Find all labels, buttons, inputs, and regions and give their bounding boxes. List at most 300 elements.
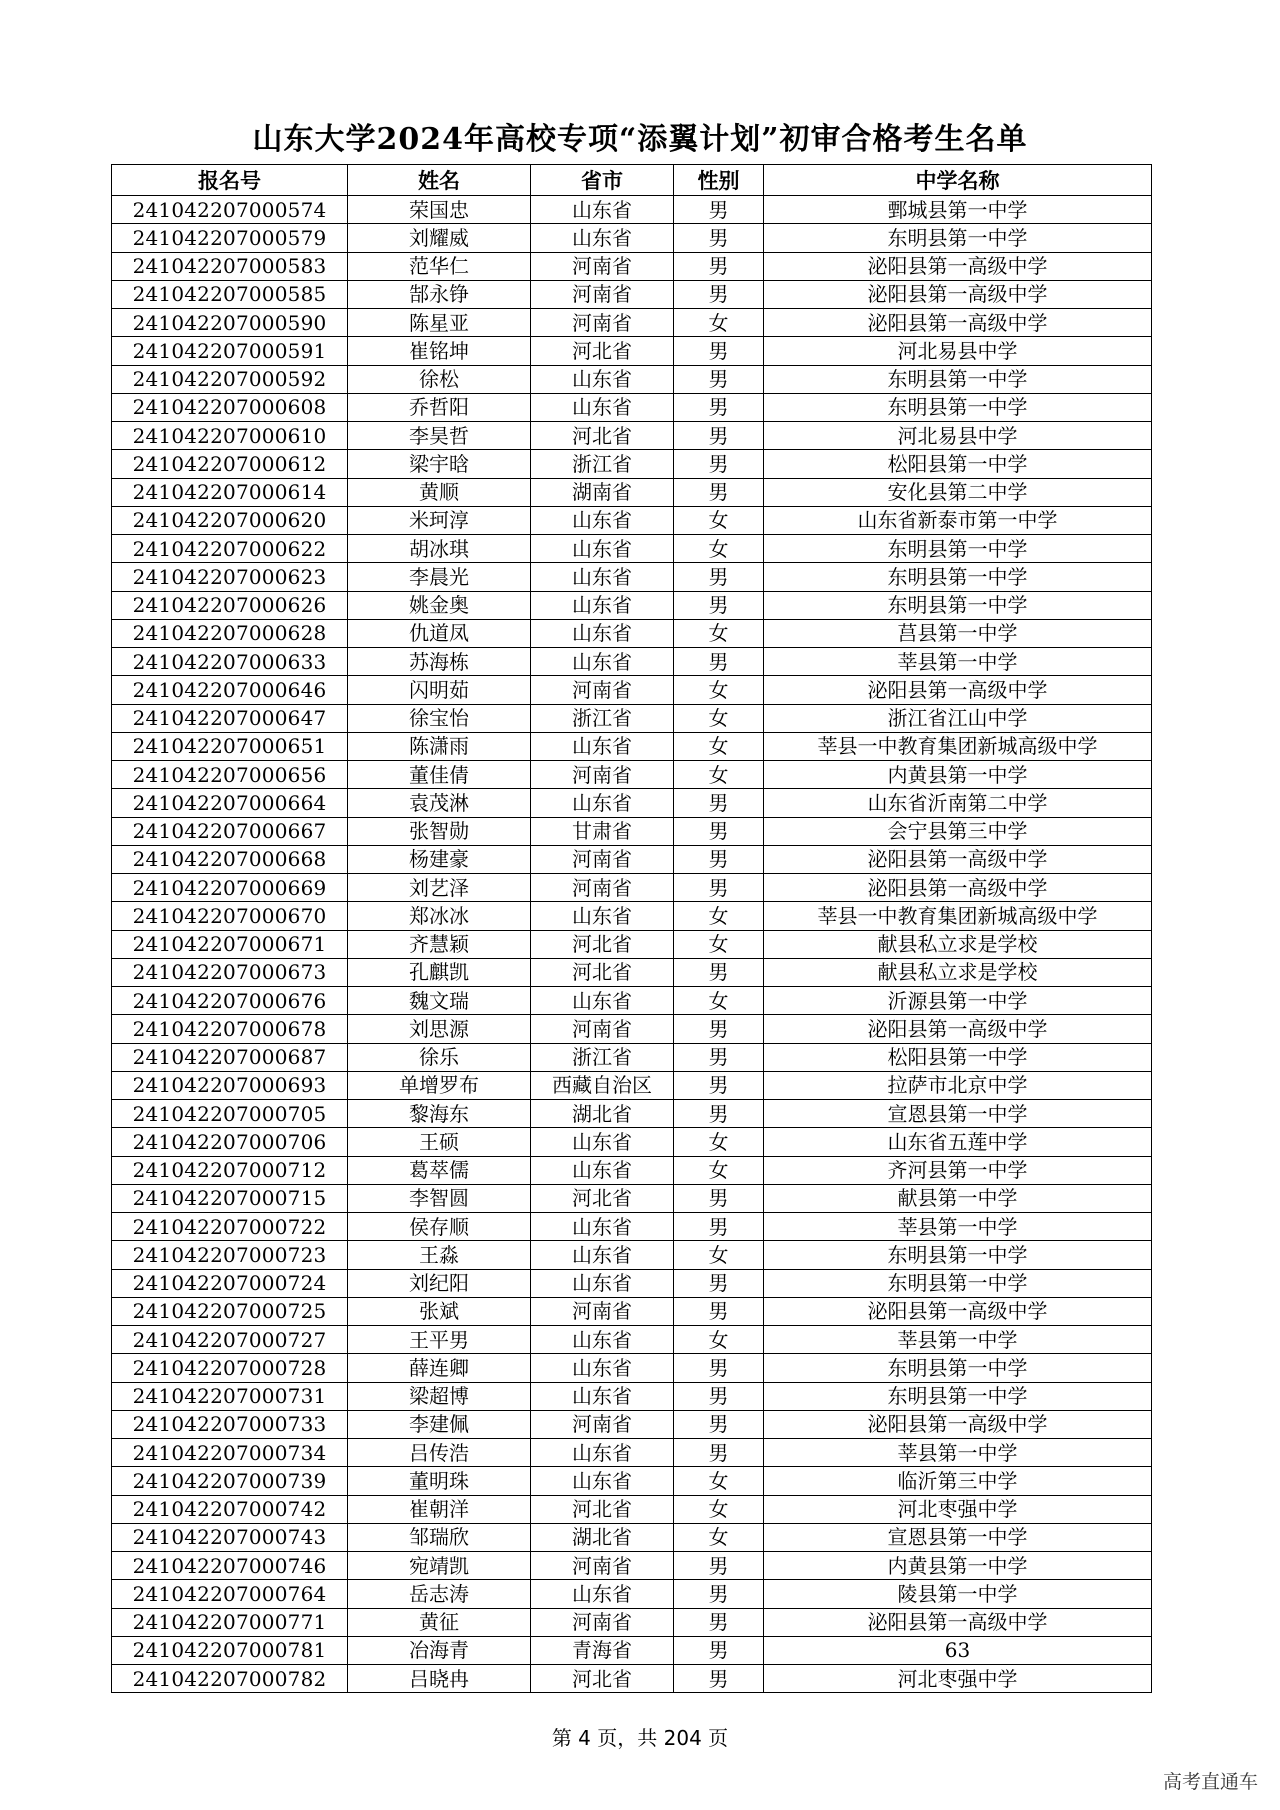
province-cell: 河北省 xyxy=(531,422,674,450)
table-row xyxy=(112,676,1152,704)
name-cell: 董明珠 xyxy=(348,1467,531,1495)
gender-cell: 男 xyxy=(674,563,764,591)
table-row xyxy=(112,619,1152,647)
table-row xyxy=(112,422,1152,450)
province-cell: 山东省 xyxy=(531,1326,674,1354)
name-cell: 吕晓冉 xyxy=(348,1665,531,1693)
gender-cell: 男 xyxy=(674,789,764,817)
province-cell: 山东省 xyxy=(531,987,674,1015)
school-cell: 莒县第一中学 xyxy=(764,619,1152,647)
school-cell: 河北易县中学 xyxy=(764,337,1152,365)
school-cell: 莘县一中教育集团新城高级中学 xyxy=(764,732,1152,760)
name-cell: 王平男 xyxy=(348,1326,531,1354)
table-row xyxy=(112,732,1152,760)
name-cell: 宛靖凯 xyxy=(348,1552,531,1580)
province-cell: 山东省 xyxy=(531,1128,674,1156)
gender-cell: 女 xyxy=(674,1495,764,1523)
name-cell: 郑冰冰 xyxy=(348,902,531,930)
table-row xyxy=(112,1467,1152,1495)
school-cell: 献县私立求是学校 xyxy=(764,958,1152,986)
table-row xyxy=(112,224,1152,252)
gender-cell: 男 xyxy=(674,1297,764,1325)
name-cell: 杨建豪 xyxy=(348,845,531,873)
registration-number-cell: 241042207000614 xyxy=(112,478,348,506)
school-cell: 齐河县第一中学 xyxy=(764,1156,1152,1184)
gender-cell: 女 xyxy=(674,535,764,563)
school-cell: 浙江省江山中学 xyxy=(764,704,1152,732)
province-cell: 山东省 xyxy=(531,1213,674,1241)
province-cell: 山东省 xyxy=(531,224,674,252)
registration-number-cell: 241042207000723 xyxy=(112,1241,348,1269)
school-cell: 莘县一中教育集团新城高级中学 xyxy=(764,902,1152,930)
school-cell: 莘县第一中学 xyxy=(764,1213,1152,1241)
name-cell: 米珂淳 xyxy=(348,506,531,534)
registration-number-cell: 241042207000731 xyxy=(112,1382,348,1410)
province-cell: 山东省 xyxy=(531,506,674,534)
registration-number-cell: 241042207000620 xyxy=(112,506,348,534)
school-cell: 山东省五莲中学 xyxy=(764,1128,1152,1156)
province-cell: 山东省 xyxy=(531,1241,674,1269)
province-cell: 湖北省 xyxy=(531,1100,674,1128)
province-cell: 浙江省 xyxy=(531,450,674,478)
province-cell: 河南省 xyxy=(531,280,674,308)
school-cell: 东明县第一中学 xyxy=(764,1269,1152,1297)
registration-number-cell: 241042207000676 xyxy=(112,987,348,1015)
province-cell: 山东省 xyxy=(531,196,674,224)
name-cell: 乔哲阳 xyxy=(348,393,531,421)
gender-cell: 女 xyxy=(674,506,764,534)
table-row xyxy=(112,1297,1152,1325)
province-cell: 河南省 xyxy=(531,309,674,337)
school-cell: 沂源县第一中学 xyxy=(764,987,1152,1015)
table-row xyxy=(112,1665,1152,1693)
province-cell: 甘肃省 xyxy=(531,817,674,845)
registration-number-cell: 241042207000664 xyxy=(112,789,348,817)
name-cell: 齐慧颖 xyxy=(348,930,531,958)
school-cell: 献县第一中学 xyxy=(764,1184,1152,1212)
table-row xyxy=(112,1156,1152,1184)
school-cell: 泌阳县第一高级中学 xyxy=(764,1297,1152,1325)
table-row xyxy=(112,1439,1152,1467)
registration-number-cell: 241042207000742 xyxy=(112,1495,348,1523)
name-cell: 黎海东 xyxy=(348,1100,531,1128)
name-cell: 梁宇晗 xyxy=(348,450,531,478)
name-cell: 王硕 xyxy=(348,1128,531,1156)
province-cell: 山东省 xyxy=(531,535,674,563)
name-cell: 李智圆 xyxy=(348,1184,531,1212)
province-cell: 山东省 xyxy=(531,393,674,421)
gender-cell: 男 xyxy=(674,1100,764,1128)
school-cell: 东明县第一中学 xyxy=(764,591,1152,619)
table-body xyxy=(112,196,1152,1693)
school-cell: 东明县第一中学 xyxy=(764,365,1152,393)
gender-cell: 女 xyxy=(674,1156,764,1184)
gender-cell: 男 xyxy=(674,845,764,873)
gender-cell: 女 xyxy=(674,1467,764,1495)
school-cell: 63 xyxy=(764,1636,1152,1664)
school-cell: 拉萨市北京中学 xyxy=(764,1071,1152,1099)
province-cell: 山东省 xyxy=(531,1354,674,1382)
gender-cell: 女 xyxy=(674,1128,764,1156)
school-cell: 东明县第一中学 xyxy=(764,1241,1152,1269)
column-header-registration-number: 报名号 xyxy=(112,165,348,196)
registration-number-cell: 241042207000646 xyxy=(112,676,348,704)
province-cell: 河南省 xyxy=(531,676,674,704)
name-cell: 张智勋 xyxy=(348,817,531,845)
registration-number-cell: 241042207000656 xyxy=(112,761,348,789)
gender-cell: 男 xyxy=(674,450,764,478)
registration-number-cell: 241042207000647 xyxy=(112,704,348,732)
school-cell: 莘县第一中学 xyxy=(764,648,1152,676)
gender-cell: 男 xyxy=(674,1580,764,1608)
gender-cell: 男 xyxy=(674,1410,764,1438)
school-cell: 东明县第一中学 xyxy=(764,1382,1152,1410)
name-cell: 刘纪阳 xyxy=(348,1269,531,1297)
gender-cell: 男 xyxy=(674,648,764,676)
table-row xyxy=(112,1608,1152,1636)
registration-number-cell: 241042207000705 xyxy=(112,1100,348,1128)
school-cell: 安化县第二中学 xyxy=(764,478,1152,506)
registration-number-cell: 241042207000667 xyxy=(112,817,348,845)
registration-number-cell: 241042207000668 xyxy=(112,845,348,873)
name-cell: 梁超博 xyxy=(348,1382,531,1410)
gender-cell: 男 xyxy=(674,1354,764,1382)
province-cell: 山东省 xyxy=(531,563,674,591)
registration-number-cell: 241042207000715 xyxy=(112,1184,348,1212)
gender-cell: 男 xyxy=(674,874,764,902)
province-cell: 河南省 xyxy=(531,1015,674,1043)
table-row xyxy=(112,1071,1152,1099)
table-row xyxy=(112,1015,1152,1043)
registration-number-cell: 241042207000725 xyxy=(112,1297,348,1325)
province-cell: 山东省 xyxy=(531,1382,674,1410)
province-cell: 山东省 xyxy=(531,1439,674,1467)
school-cell: 泌阳县第一高级中学 xyxy=(764,676,1152,704)
column-header-school: 中学名称 xyxy=(764,165,1152,196)
registration-number-cell: 241042207000764 xyxy=(112,1580,348,1608)
gender-cell: 男 xyxy=(674,1071,764,1099)
name-cell: 徐宝怡 xyxy=(348,704,531,732)
table-row xyxy=(112,506,1152,534)
school-cell: 泌阳县第一高级中学 xyxy=(764,1410,1152,1438)
gender-cell: 男 xyxy=(674,1015,764,1043)
name-cell: 李昊哲 xyxy=(348,422,531,450)
school-cell: 陵县第一中学 xyxy=(764,1580,1152,1608)
table-row xyxy=(112,648,1152,676)
registration-number-cell: 241042207000781 xyxy=(112,1636,348,1664)
gender-cell: 男 xyxy=(674,1043,764,1071)
school-cell: 泌阳县第一高级中学 xyxy=(764,280,1152,308)
registration-number-cell: 241042207000623 xyxy=(112,563,348,591)
gender-cell: 男 xyxy=(674,422,764,450)
gender-cell: 男 xyxy=(674,393,764,421)
gender-cell: 男 xyxy=(674,196,764,224)
name-cell: 徐松 xyxy=(348,365,531,393)
table-row xyxy=(112,1269,1152,1297)
province-cell: 山东省 xyxy=(531,619,674,647)
name-cell: 董佳倩 xyxy=(348,761,531,789)
name-cell: 孔麒凯 xyxy=(348,958,531,986)
candidate-table xyxy=(111,164,1152,1693)
name-cell: 黄征 xyxy=(348,1608,531,1636)
registration-number-cell: 241042207000591 xyxy=(112,337,348,365)
province-cell: 山东省 xyxy=(531,365,674,393)
watermark: 高考直通车 xyxy=(1162,1771,1258,1793)
province-cell: 河北省 xyxy=(531,930,674,958)
name-cell: 闪明茹 xyxy=(348,676,531,704)
name-cell: 袁茂淋 xyxy=(348,789,531,817)
province-cell: 河南省 xyxy=(531,1608,674,1636)
table-row xyxy=(112,1354,1152,1382)
table-row xyxy=(112,958,1152,986)
name-cell: 崔铭坤 xyxy=(348,337,531,365)
province-cell: 河南省 xyxy=(531,1297,674,1325)
name-cell: 荣国忠 xyxy=(348,196,531,224)
school-cell: 莘县第一中学 xyxy=(764,1439,1152,1467)
gender-cell: 女 xyxy=(674,704,764,732)
registration-number-cell: 241042207000746 xyxy=(112,1552,348,1580)
gender-cell: 男 xyxy=(674,1184,764,1212)
province-cell: 湖南省 xyxy=(531,478,674,506)
name-cell: 苏海栋 xyxy=(348,648,531,676)
school-cell: 河北易县中学 xyxy=(764,422,1152,450)
registration-number-cell: 241042207000739 xyxy=(112,1467,348,1495)
gender-cell: 女 xyxy=(674,930,764,958)
gender-cell: 男 xyxy=(674,1636,764,1664)
registration-number-cell: 241042207000687 xyxy=(112,1043,348,1071)
name-cell: 吕传浩 xyxy=(348,1439,531,1467)
province-cell: 山东省 xyxy=(531,1580,674,1608)
school-cell: 内黄县第一中学 xyxy=(764,1552,1152,1580)
name-cell: 侯存顺 xyxy=(348,1213,531,1241)
province-cell: 山东省 xyxy=(531,648,674,676)
table-row xyxy=(112,930,1152,958)
gender-cell: 女 xyxy=(674,1326,764,1354)
name-cell: 李建佩 xyxy=(348,1410,531,1438)
province-cell: 山东省 xyxy=(531,1156,674,1184)
registration-number-cell: 241042207000669 xyxy=(112,874,348,902)
gender-cell: 男 xyxy=(674,337,764,365)
registration-number-cell: 241042207000579 xyxy=(112,224,348,252)
table-row xyxy=(112,337,1152,365)
table-row xyxy=(112,845,1152,873)
province-cell: 河南省 xyxy=(531,252,674,280)
name-cell: 胡冰琪 xyxy=(348,535,531,563)
table-row xyxy=(112,1241,1152,1269)
school-cell: 河北枣强中学 xyxy=(764,1665,1152,1693)
name-cell: 郜永铮 xyxy=(348,280,531,308)
registration-number-cell: 241042207000633 xyxy=(112,648,348,676)
name-cell: 张斌 xyxy=(348,1297,531,1325)
province-cell: 河北省 xyxy=(531,1184,674,1212)
registration-number-cell: 241042207000782 xyxy=(112,1665,348,1693)
school-cell: 泌阳县第一高级中学 xyxy=(764,309,1152,337)
registration-number-cell: 241042207000651 xyxy=(112,732,348,760)
province-cell: 青海省 xyxy=(531,1636,674,1664)
table-row xyxy=(112,1128,1152,1156)
registration-number-cell: 241042207000590 xyxy=(112,309,348,337)
gender-cell: 女 xyxy=(674,987,764,1015)
name-cell: 冶海青 xyxy=(348,1636,531,1664)
name-cell: 陈潇雨 xyxy=(348,732,531,760)
name-cell: 王淼 xyxy=(348,1241,531,1269)
name-cell: 仇道凤 xyxy=(348,619,531,647)
province-cell: 河南省 xyxy=(531,761,674,789)
school-cell: 内黄县第一中学 xyxy=(764,761,1152,789)
province-cell: 河南省 xyxy=(531,874,674,902)
table-row xyxy=(112,1552,1152,1580)
registration-number-cell: 241042207000628 xyxy=(112,619,348,647)
table-row xyxy=(112,1495,1152,1523)
table-row xyxy=(112,1636,1152,1664)
registration-number-cell: 241042207000733 xyxy=(112,1410,348,1438)
school-cell: 东明县第一中学 xyxy=(764,535,1152,563)
school-cell: 东明县第一中学 xyxy=(764,563,1152,591)
gender-cell: 男 xyxy=(674,1552,764,1580)
table-row xyxy=(112,987,1152,1015)
gender-cell: 女 xyxy=(674,1241,764,1269)
table-row xyxy=(112,535,1152,563)
province-cell: 山东省 xyxy=(531,902,674,930)
gender-cell: 男 xyxy=(674,1382,764,1410)
province-cell: 湖北省 xyxy=(531,1523,674,1551)
school-cell: 松阳县第一中学 xyxy=(764,450,1152,478)
name-cell: 崔朝洋 xyxy=(348,1495,531,1523)
table-row xyxy=(112,761,1152,789)
name-cell: 姚金奥 xyxy=(348,591,531,619)
document-title: 山东大学2024年高校专项“添翼计划”初审合格考生名单 xyxy=(252,122,1028,157)
gender-cell: 男 xyxy=(674,252,764,280)
province-cell: 河北省 xyxy=(531,337,674,365)
gender-cell: 男 xyxy=(674,591,764,619)
table-row xyxy=(112,1184,1152,1212)
gender-cell: 男 xyxy=(674,817,764,845)
registration-number-cell: 241042207000743 xyxy=(112,1523,348,1551)
province-cell: 山东省 xyxy=(531,591,674,619)
table-row xyxy=(112,280,1152,308)
registration-number-cell: 241042207000722 xyxy=(112,1213,348,1241)
school-cell: 宣恩县第一中学 xyxy=(764,1523,1152,1551)
name-cell: 徐乐 xyxy=(348,1043,531,1071)
registration-number-cell: 241042207000670 xyxy=(112,902,348,930)
province-cell: 河南省 xyxy=(531,1552,674,1580)
table-row xyxy=(112,1382,1152,1410)
gender-cell: 男 xyxy=(674,958,764,986)
school-cell: 松阳县第一中学 xyxy=(764,1043,1152,1071)
school-cell: 东明县第一中学 xyxy=(764,224,1152,252)
gender-cell: 女 xyxy=(674,1523,764,1551)
school-cell: 泌阳县第一高级中学 xyxy=(764,1608,1152,1636)
name-cell: 范华仁 xyxy=(348,252,531,280)
table-row xyxy=(112,789,1152,817)
gender-cell: 女 xyxy=(674,732,764,760)
table-row xyxy=(112,1213,1152,1241)
page-footer: 第 4 页，共 204 页 xyxy=(551,1726,729,1750)
registration-number-cell: 241042207000622 xyxy=(112,535,348,563)
table-row xyxy=(112,1043,1152,1071)
name-cell: 刘耀威 xyxy=(348,224,531,252)
registration-number-cell: 241042207000734 xyxy=(112,1439,348,1467)
registration-number-cell: 241042207000706 xyxy=(112,1128,348,1156)
gender-cell: 男 xyxy=(674,478,764,506)
registration-number-cell: 241042207000612 xyxy=(112,450,348,478)
name-cell: 葛萃儒 xyxy=(348,1156,531,1184)
registration-number-cell: 241042207000728 xyxy=(112,1354,348,1382)
registration-number-cell: 241042207000678 xyxy=(112,1015,348,1043)
school-cell: 泌阳县第一高级中学 xyxy=(764,845,1152,873)
school-cell: 莘县第一中学 xyxy=(764,1326,1152,1354)
table-row xyxy=(112,365,1152,393)
province-cell: 河南省 xyxy=(531,845,674,873)
registration-number-cell: 241042207000771 xyxy=(112,1608,348,1636)
table-row xyxy=(112,252,1152,280)
gender-cell: 女 xyxy=(674,619,764,647)
table-row xyxy=(112,1580,1152,1608)
table-row xyxy=(112,874,1152,902)
gender-cell: 男 xyxy=(674,280,764,308)
registration-number-cell: 241042207000712 xyxy=(112,1156,348,1184)
name-cell: 岳志涛 xyxy=(348,1580,531,1608)
registration-number-cell: 241042207000585 xyxy=(112,280,348,308)
name-cell: 薛连卿 xyxy=(348,1354,531,1382)
column-header-province: 省市 xyxy=(531,165,674,196)
table-row xyxy=(112,1410,1152,1438)
name-cell: 刘思源 xyxy=(348,1015,531,1043)
name-cell: 魏文瑞 xyxy=(348,987,531,1015)
school-cell: 山东省沂南第二中学 xyxy=(764,789,1152,817)
province-cell: 浙江省 xyxy=(531,1043,674,1071)
column-header-name: 姓名 xyxy=(348,165,531,196)
registration-number-cell: 241042207000610 xyxy=(112,422,348,450)
registration-number-cell: 241042207000608 xyxy=(112,393,348,421)
province-cell: 河北省 xyxy=(531,1495,674,1523)
table-row xyxy=(112,450,1152,478)
registration-number-cell: 241042207000592 xyxy=(112,365,348,393)
school-cell: 山东省新泰市第一中学 xyxy=(764,506,1152,534)
table-row xyxy=(112,1326,1152,1354)
gender-cell: 女 xyxy=(674,309,764,337)
name-cell: 刘艺泽 xyxy=(348,874,531,902)
province-cell: 山东省 xyxy=(531,1467,674,1495)
gender-cell: 女 xyxy=(674,902,764,930)
table-row xyxy=(112,902,1152,930)
table-row xyxy=(112,817,1152,845)
registration-number-cell: 241042207000673 xyxy=(112,958,348,986)
gender-cell: 女 xyxy=(674,676,764,704)
school-cell: 会宁县第三中学 xyxy=(764,817,1152,845)
gender-cell: 男 xyxy=(674,1213,764,1241)
school-cell: 献县私立求是学校 xyxy=(764,930,1152,958)
province-cell: 西藏自治区 xyxy=(531,1071,674,1099)
name-cell: 邹瑞欣 xyxy=(348,1523,531,1551)
table-row xyxy=(112,1523,1152,1551)
name-cell: 单增罗布 xyxy=(348,1071,531,1099)
table-row xyxy=(112,563,1152,591)
name-cell: 黄顺 xyxy=(348,478,531,506)
table-row xyxy=(112,196,1152,224)
school-cell: 临沂第三中学 xyxy=(764,1467,1152,1495)
school-cell: 泌阳县第一高级中学 xyxy=(764,252,1152,280)
school-cell: 东明县第一中学 xyxy=(764,393,1152,421)
gender-cell: 男 xyxy=(674,1439,764,1467)
province-cell: 河北省 xyxy=(531,958,674,986)
table-row xyxy=(112,478,1152,506)
registration-number-cell: 241042207000583 xyxy=(112,252,348,280)
school-cell: 鄄城县第一中学 xyxy=(764,196,1152,224)
table-row xyxy=(112,704,1152,732)
table-header-row xyxy=(112,165,1152,196)
gender-cell: 男 xyxy=(674,365,764,393)
